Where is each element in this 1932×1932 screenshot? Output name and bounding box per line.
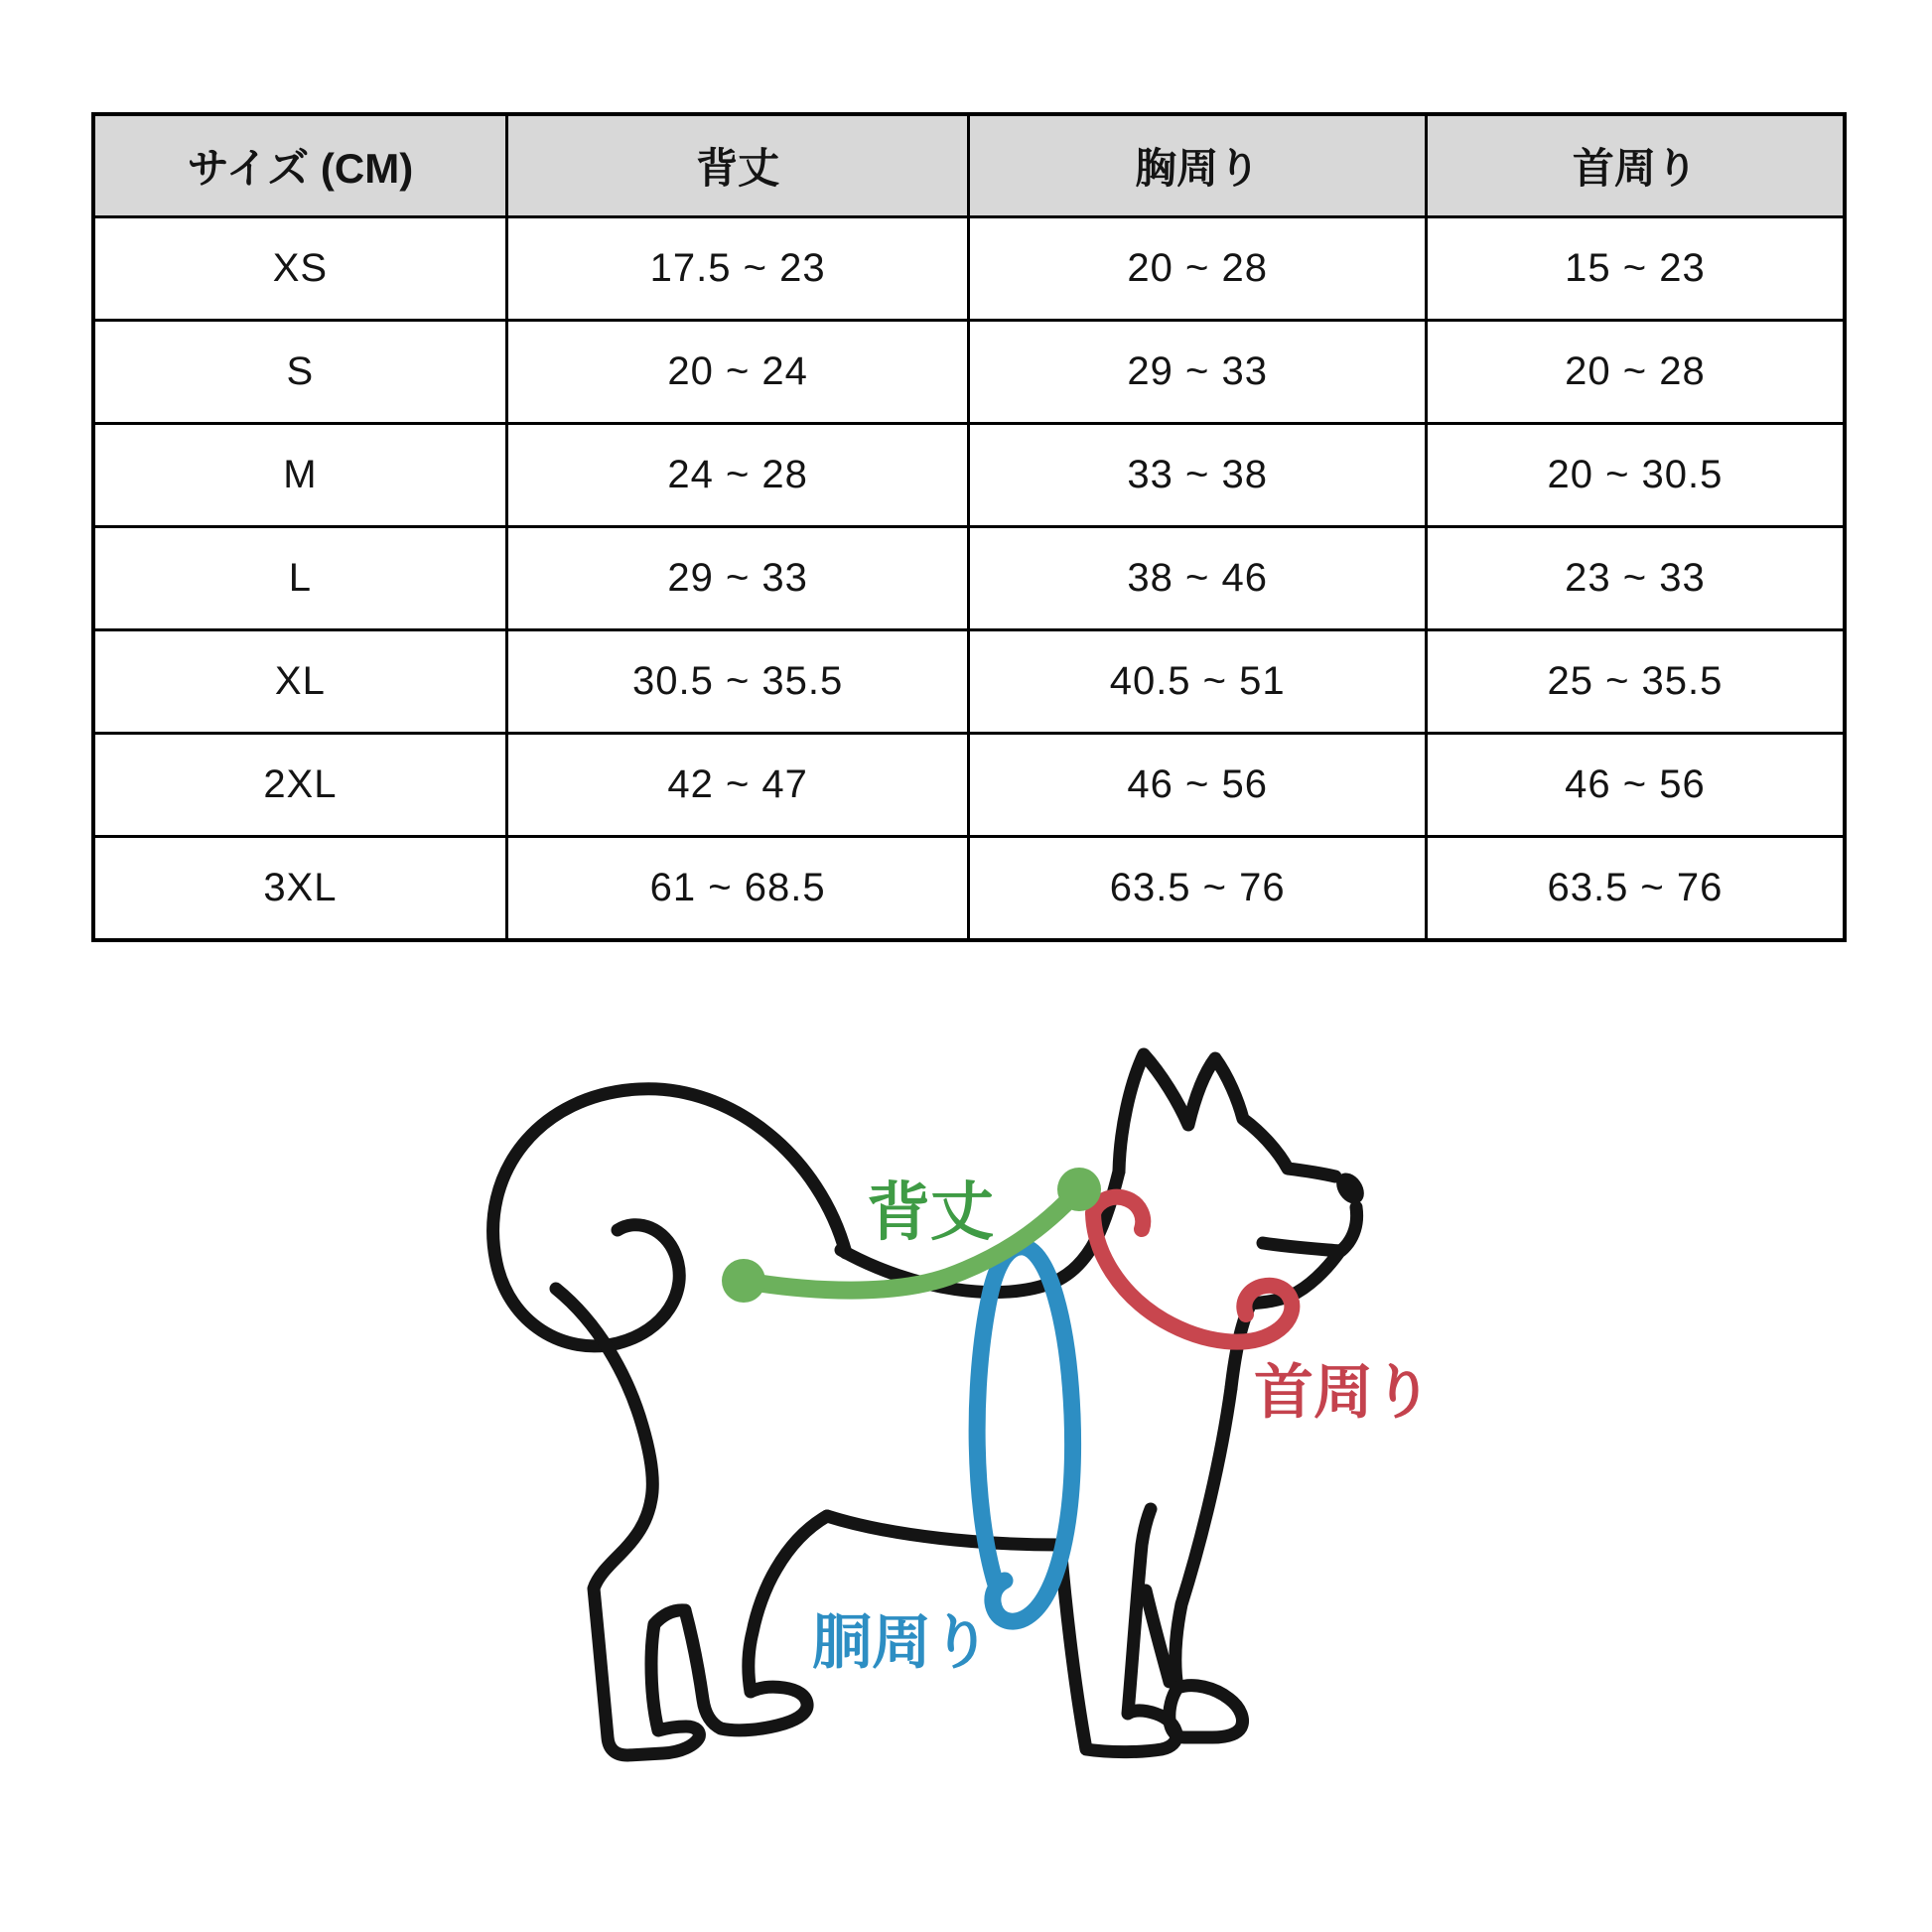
dog-mouth <box>1263 1243 1339 1251</box>
cell-neck: 63.5 ~ 76 <box>1426 837 1845 941</box>
cell-chest: 29 ~ 33 <box>969 321 1426 424</box>
body-girth-line <box>977 1247 1072 1621</box>
cell-neck: 46 ~ 56 <box>1426 734 1845 837</box>
dog-head <box>1119 1054 1335 1176</box>
cell-chest: 40.5 ~ 51 <box>969 630 1426 734</box>
cell-chest: 38 ~ 46 <box>969 527 1426 630</box>
cell-chest: 20 ~ 28 <box>969 217 1426 321</box>
cell-size: XL <box>93 630 506 734</box>
header-size: サイズ (CM) <box>93 114 506 217</box>
dog-far-front-leg <box>1146 1590 1170 1682</box>
cell-chest: 46 ~ 56 <box>969 734 1426 837</box>
body-girth-label: 胴周り <box>812 1609 991 1676</box>
back-length-label: 背丈 <box>867 1176 994 1248</box>
dog-belly <box>827 1516 1060 1545</box>
header-chest: 胸周り <box>969 114 1426 217</box>
cell-chest: 33 ~ 38 <box>969 424 1426 527</box>
cell-neck: 23 ~ 33 <box>1426 527 1845 630</box>
cell-back: 61 ~ 68.5 <box>506 837 969 941</box>
cell-back: 30.5 ~ 35.5 <box>506 630 969 734</box>
back-length-dot-left <box>722 1259 765 1303</box>
back-length-dot-right <box>1057 1168 1101 1211</box>
dog-rear-leg-near <box>685 1516 827 1730</box>
cell-back: 20 ~ 24 <box>506 321 969 424</box>
neck-girth-loop <box>1093 1213 1292 1342</box>
cell-back: 42 ~ 47 <box>506 734 969 837</box>
dog-tail <box>493 1089 846 1346</box>
dog-chest <box>1175 1388 1231 1688</box>
cell-size: L <box>93 527 506 630</box>
cell-chest: 63.5 ~ 76 <box>969 837 1426 941</box>
cell-size: 2XL <box>93 734 506 837</box>
cell-size: XS <box>93 217 506 321</box>
cell-back: 17.5 ~ 23 <box>506 217 969 321</box>
cell-back: 29 ~ 33 <box>506 527 969 630</box>
cell-neck: 20 ~ 30.5 <box>1426 424 1845 527</box>
cell-back: 24 ~ 28 <box>506 424 969 527</box>
dog-rear-leg-far <box>556 1289 699 1755</box>
header-back: 背丈 <box>506 114 969 217</box>
cell-size: S <box>93 321 506 424</box>
cell-neck: 20 ~ 28 <box>1426 321 1845 424</box>
header-neck: 首周り <box>1426 114 1845 217</box>
cell-size: 3XL <box>93 837 506 941</box>
cell-neck: 25 ~ 35.5 <box>1426 630 1845 734</box>
cell-size: M <box>93 424 506 527</box>
cell-neck: 15 ~ 23 <box>1426 217 1845 321</box>
neck-girth-line <box>1093 1197 1292 1342</box>
neck-girth-label: 首周り <box>1254 1359 1433 1426</box>
